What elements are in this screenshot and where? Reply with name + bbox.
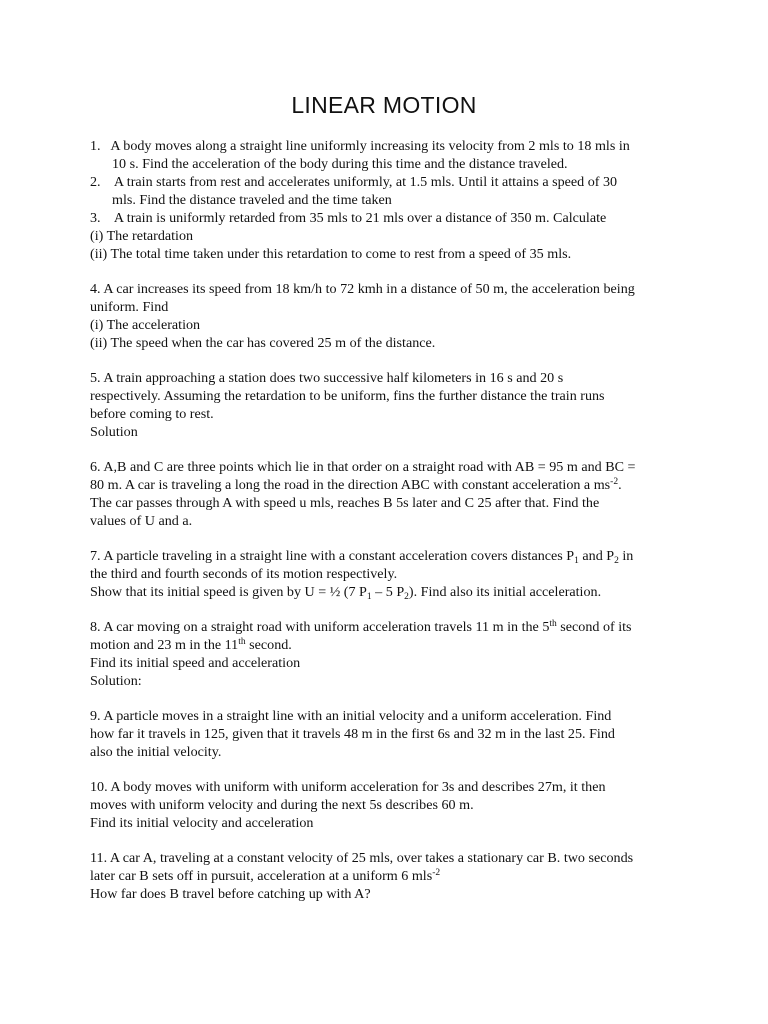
q8-line-1-end: second of its: [556, 619, 632, 635]
q1-line-2: 10 s. Find the acceleration of the body during this time and the distance traveled.: [112, 156, 568, 172]
q10-line-2: moves with uniform velocity and during the next 5s describes 60 m.: [90, 797, 474, 813]
q8-line-1: [90, 618, 690, 636]
q8-line-2-text: motion and 23 m in the 11: [90, 637, 239, 653]
q10-line-1: 10. A body moves with uniform with uniform acceleration for 3s and describes 27m, it then: [90, 779, 606, 795]
q7-line-2: the third and fourth seconds of its motion respectively.: [90, 566, 398, 582]
q8-line-3: Find its initial speed and acceleration: [90, 655, 301, 671]
q8-line-2-end: second.: [245, 637, 292, 653]
q5-line-3: before coming to rest.: [90, 406, 214, 422]
q9-line-3: also the initial velocity.: [90, 744, 222, 760]
q7-line-3-end: ). Find also its initial acceleration.: [408, 584, 602, 600]
q11-line-2: [90, 867, 690, 885]
q5-line-2: respectively. Assuming the retardation to be uniform, fins the further distance the train runs: [90, 388, 605, 404]
question-11: [90, 849, 690, 903]
q11-line-1: 11. A car A, traveling at a constant velocity of 25 mls, over takes a stationary car B. two seconds: [90, 850, 634, 866]
question-2: [90, 173, 690, 209]
q7-sub-3: 1: [366, 592, 372, 602]
q7-line-1: [90, 547, 690, 565]
q10-line-3: Find its initial velocity and acceleration: [90, 815, 314, 831]
q6-line-2-end: .: [618, 477, 622, 493]
q11-line-3: How far does B travel before catching up with A?: [90, 886, 371, 902]
q9-line-1: 9. A particle moves in a straight line with an initial velocity and a uniform acceleration. Find: [90, 708, 612, 724]
q2-line-1: 2. A train starts from rest and accelerates uniformly, at 1.5 mls. Until it attains a speed of 30: [90, 174, 618, 190]
q4-line-4: (ii) The speed when the car has covered 25 m of the distance.: [90, 335, 436, 351]
question-5: [90, 369, 690, 441]
q4-line-3: (i) The acceleration: [90, 317, 201, 333]
q1-line-1: 1. A body moves along a straight line uniformly increasing its velocity from 2 mls to 18 mls in: [90, 138, 630, 154]
q6-line-2-text: 80 m. A car is traveling a long the road in the direction ABC with constant acceleration a ms: [90, 477, 611, 493]
question-list: [90, 137, 690, 903]
q3-line-2: (i) The retardation: [90, 228, 194, 244]
q3-line-3: (ii) The total time taken under this retardation to come to rest from a speed of 35 mls.: [90, 246, 572, 262]
q6-line-4: values of U and a.: [90, 513, 193, 529]
q7-sub-2: 2: [614, 556, 619, 566]
q8-line-4: Solution:: [90, 673, 142, 689]
q7-line-1-text: 7. A particle traveling in a straight line with a constant acceleration covers distances P: [90, 548, 575, 564]
q8-line-2: [90, 636, 690, 654]
q5-line-1: 5. A train approaching a station does two successive half kilometers in 16 s and 20 s: [90, 370, 564, 386]
question-9: [90, 707, 690, 761]
question-8: [90, 618, 690, 690]
question-3: [90, 209, 690, 263]
q7-line-3-mid: – 5 P: [371, 584, 405, 600]
question-10: [90, 778, 690, 832]
q4-line-2: uniform. Find: [90, 299, 169, 315]
q7-line-3-text: Show that its initial speed is given by U = ½ (7 P: [90, 584, 367, 600]
question-1: [90, 137, 690, 173]
q7-sub-1: 1: [574, 556, 579, 566]
q2-line-2: mls. Find the distance traveled and the time taken: [112, 192, 392, 208]
question-6: [90, 458, 690, 530]
q7-line-1-mid: and P: [578, 548, 615, 564]
question-7: [90, 547, 690, 601]
q7-line-3: [90, 583, 690, 601]
q7-sub-4: 2: [404, 592, 409, 602]
q11-exponent: -2: [432, 868, 441, 878]
q5-line-4: Solution: [90, 424, 138, 440]
q8-line-1-text: 8. A car moving on a straight road with uniform acceleration travels 11 m in the 5: [90, 619, 550, 635]
page-title: LINEAR MOTION: [291, 92, 477, 118]
question-4: [90, 280, 690, 352]
q6-exponent: -2: [610, 477, 619, 487]
q6-line-1: 6. A,B and C are three points which lie in that order on a straight road with AB = 95 m and BC =: [90, 459, 636, 475]
q7-line-1-end: in: [618, 548, 634, 564]
q8-sup-2: th: [238, 637, 246, 647]
q6-line-3: The car passes through A with speed u mls, reaches B 5s later and C 25 after that. Find the: [90, 495, 600, 511]
q9-line-2: how far it travels in 125, given that it travels 48 m in the first 6s and 32 m in the last 25. Find: [90, 726, 615, 742]
q3-line-1: 3. A train is uniformly retarded from 35 mls to 21 mls over a distance of 350 m. Calculate: [90, 210, 607, 226]
q8-sup-1: th: [549, 619, 557, 629]
q6-line-2: [90, 476, 690, 494]
q11-line-2-text: later car B sets off in pursuit, acceleration at a uniform 6 mls: [90, 868, 433, 884]
q4-line-1: 4. A car increases its speed from 18 km/h to 72 kmh in a distance of 50 m, the acceleration being: [90, 281, 635, 297]
